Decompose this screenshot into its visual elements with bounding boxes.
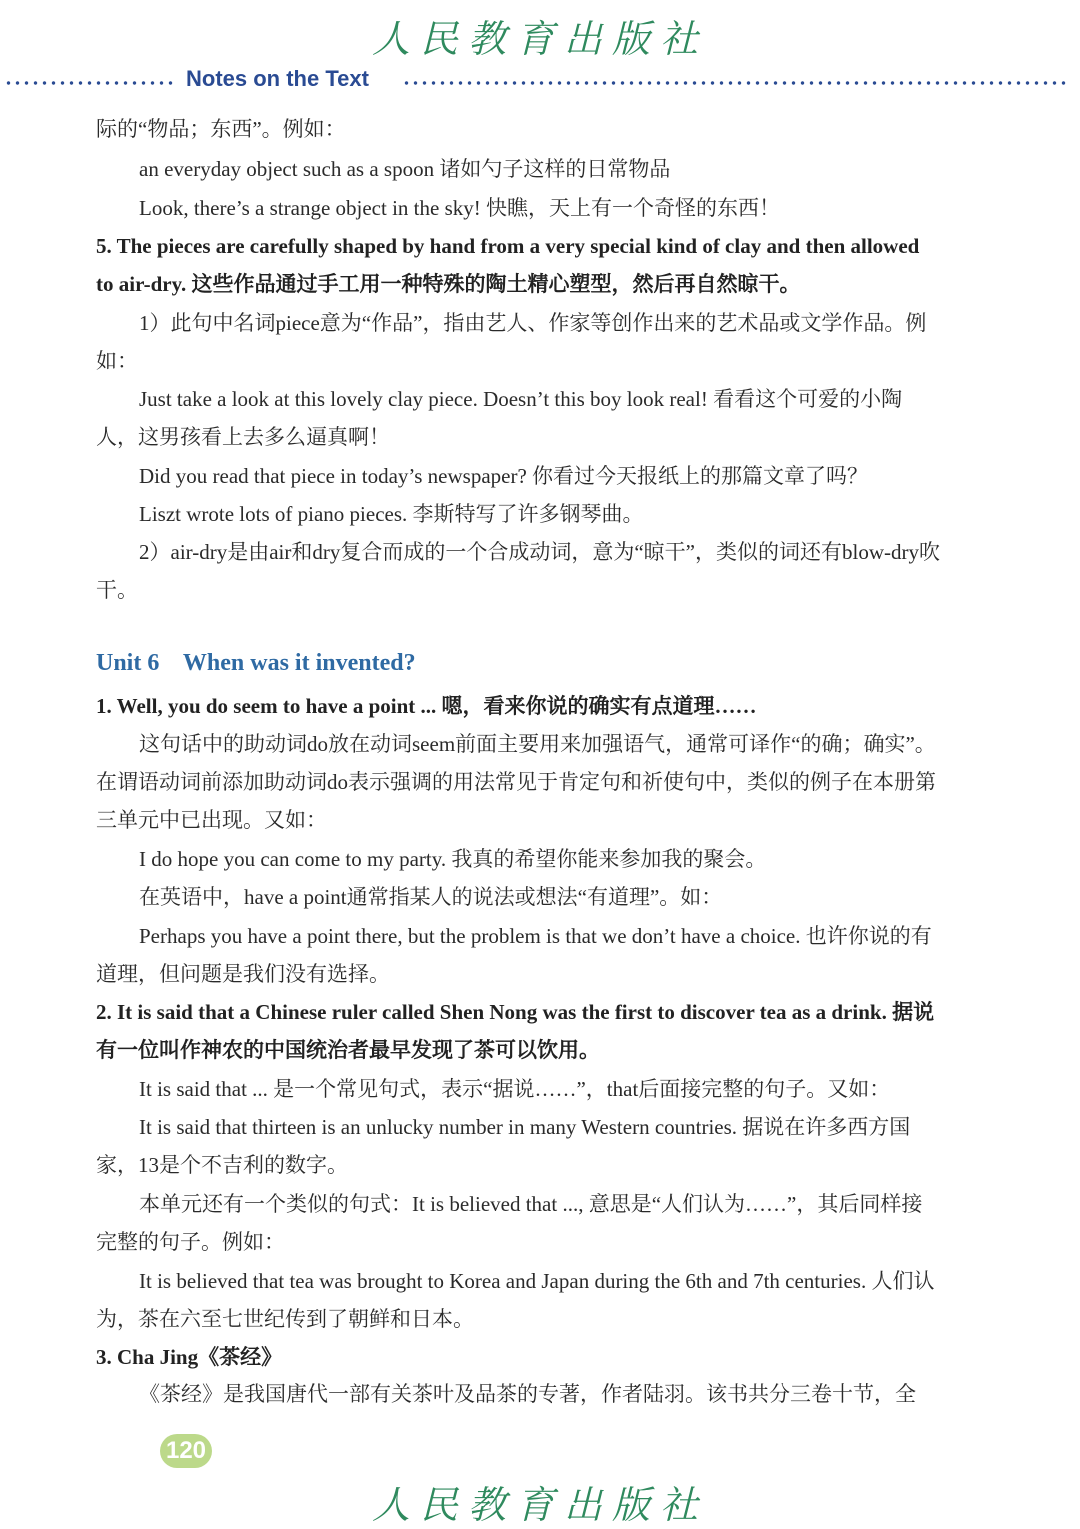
example-paragraph: Just take a look at this lovely clay piece. Doesn’t this boy look real! 看看这个可爱的小陶人，这男孩看上去多么逼真啊！ xyxy=(96,387,903,449)
unit-heading: Unit 6 When was it invented? xyxy=(96,650,416,676)
section-header xyxy=(0,64,1080,100)
example-paragraph: It is believed that tea was brought to Korea and Japan during the 6th and 7th centuries. 人们认为，茶在六至七世纪传到了朝鲜和日本。 xyxy=(96,1269,935,1331)
section-title: Notes on the Text xyxy=(186,66,369,91)
example-line: I do hope you can come to my party. 我真的希望你能来参加我的聚会。 xyxy=(139,847,767,871)
example-line: Did you read that piece in today’s newspaper? 你看过今天报纸上的那篇文章了吗？ xyxy=(139,464,869,488)
text-paragraph: 这句话中的助动词do放在动词seem前面主要用来加强语气，通常可译作“的确；确实”。在谓语动词前添加助动词do表示强调的用法常见于肯定句和祈使句中，类似的例子在本册第三单元中已出现。又如： xyxy=(96,732,936,832)
text-line: 《茶经》是我国唐代一部有关茶叶及品茶的专著，作者陆羽。该书共分三卷十节，全 xyxy=(139,1382,916,1406)
publisher-watermark-top: 人民教育出版社 xyxy=(371,17,708,61)
text-paragraph: 本单元还有一个类似的句式：It is believed that ..., 意思是“人们认为……”，其后同样接完整的句子。例如： xyxy=(96,1192,923,1254)
note-heading: 5. The pieces are carefully shaped by hand from a very special kind of clay and then allowed to air-dry. 这些作品通过手工用一种特殊的陶土精心塑型，然后再自然晾干。 xyxy=(96,234,920,296)
text-line: 际的“物品；东西”。例如： xyxy=(96,117,346,141)
note-heading: 1. Well, you do seem to have a point ... 嗯，看来你说的确实有点道理…… xyxy=(96,694,757,718)
note-heading: 3. Cha Jing《茶经》 xyxy=(96,1345,283,1369)
header-dots-left xyxy=(4,80,176,86)
text-line: 在英语中，have a point通常指某人的说法或想法“有道理”。如： xyxy=(139,885,723,909)
note-heading: 2. It is said that a Chinese ruler called Shen Nong was the first to discover tea as a drink. 据说有一位叫作神农的中国统治者最早发现了茶可以饮用。 xyxy=(96,1000,935,1062)
text-line: It is said that ... 是一个常见句式，表示“据说……”，that后面接完整的句子。又如： xyxy=(139,1077,891,1101)
example-line: an everyday object such as a spoon 诸如勺子这样的日常物品 xyxy=(139,157,671,181)
text-paragraph: 2）air-dry是由air和dry复合而成的一个合成动词，意为“晾干”，类似的词还有blow-dry吹干。 xyxy=(96,540,940,602)
example-line: Liszt wrote lots of piano pieces. 李斯特写了许多钢琴曲。 xyxy=(139,502,644,526)
example-paragraph: It is said that thirteen is an unlucky number in many Western countries. 据说在许多西方国家，13是个不吉利的数字。 xyxy=(96,1115,911,1177)
page-number-badge: 120 xyxy=(160,1434,212,1468)
text-paragraph: 1）此句中名词piece意为“作品”，指由艺人、作家等创作出来的艺术品或文学作品。例如： xyxy=(96,311,927,373)
publisher-watermark-bottom: 人民教育出版社 xyxy=(371,1483,708,1527)
example-paragraph: Perhaps you have a point there, but the problem is that we don’t have a choice. 也许你说的有道理，但问题是我们没有选择。 xyxy=(96,924,932,986)
example-line: Look, there’s a strange object in the sky! 快瞧，天上有一个奇怪的东西！ xyxy=(139,196,780,220)
header-dots-right xyxy=(402,80,1070,86)
